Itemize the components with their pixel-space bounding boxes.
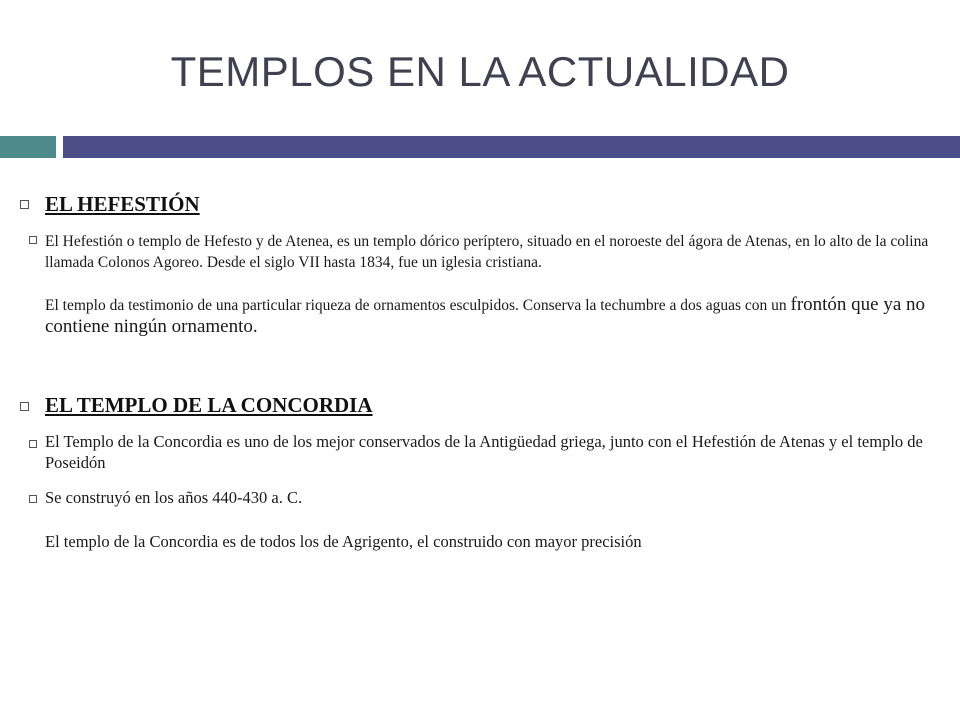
slide-title: TEMPLOS EN LA ACTUALIDAD <box>170 48 790 95</box>
section-heading-concordia: EL TEMPLO DE LA CONCORDIA <box>45 393 373 417</box>
title-accent-bar-right <box>63 136 960 158</box>
paragraph-concordia-description: El Templo de la Concordia es uno de los mejor conservados de la Antigüedad griega, junto con el Hefestión de Atenas y el templo de Poseidón <box>45 432 923 472</box>
square-bullet-icon <box>20 200 29 209</box>
paragraph-hefestion-ornaments <box>45 294 945 338</box>
paragraph-hefestion-ornaments-emphasis: frontón que ya no contiene ningún ornamento. <box>45 294 926 337</box>
title-accent-bar-left <box>0 136 56 158</box>
square-bullet-icon <box>20 402 29 411</box>
paragraph-concordia-precision: El templo de la Concordia es de todos los de Agrigento, el construido con mayor precisión <box>45 532 642 551</box>
square-bullet-icon <box>29 236 37 244</box>
paragraph-concordia-date: Se construyó en los años 440-430 a. C. <box>45 488 303 507</box>
square-bullet-icon <box>29 440 37 448</box>
square-bullet-icon <box>29 495 37 503</box>
paragraph-hefestion-description: El Hefestión o templo de Hefesto y de Atenea, es un templo dórico períptero, situado en el noroeste del ágora de Atenas, en lo alto de la colina llamada Colonos Agoreo. Desde el siglo VII hasta 1834, fue un iglesia cristiana. <box>45 233 929 271</box>
section-heading-hefestion: EL HEFESTIÓN <box>45 192 200 216</box>
paragraph-hefestion-ornaments-text: El templo da testimonio de una particular riqueza de ornamentos esculpidos. Conserva la techumbre a dos aguas con un <box>45 297 791 314</box>
